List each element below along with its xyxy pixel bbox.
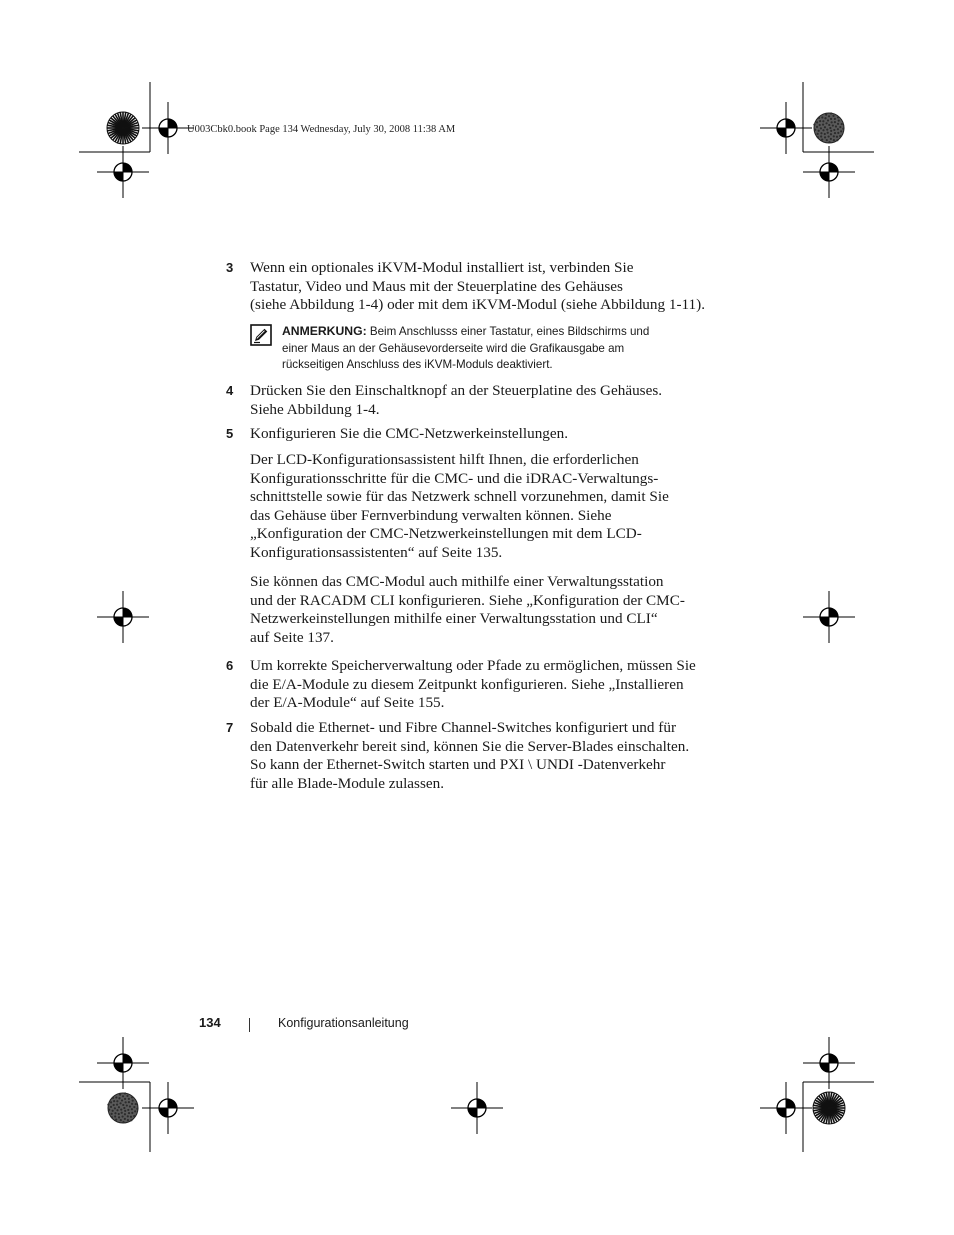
- registration-mark: [803, 1037, 855, 1089]
- registration-mark: [97, 146, 149, 198]
- step-number: 6: [226, 658, 234, 673]
- print-header: U003Cbk0.book Page 134 Wednesday, July 30, 2008 11:38 AM: [187, 124, 456, 135]
- step-text: Konfigurieren Sie die CMC-Netzwerkeinstellungen.: [250, 425, 569, 442]
- registration-mark: [451, 1082, 503, 1134]
- step-text: Drücken Sie den Einschaltknopf an der Steuerplatine des Gehäuses. Siehe Abbildung 1-4.: [250, 382, 663, 418]
- registration-mark: [803, 591, 855, 643]
- note-body: [282, 323, 722, 374]
- page-number: 134: [199, 1015, 221, 1030]
- step-text: Wenn ein optionales iKVM-Modul installiert ist, verbinden Sie Tastatur, Video und Maus mit der Steuerplatine des Gehäuses (siehe Abbildung 1-4) oder mit dem iKVM-Modul (siehe Abbildung 1-11).: [250, 259, 706, 314]
- step-number: 4: [226, 383, 234, 398]
- note-label: ANMERKUNG:: [282, 324, 367, 338]
- note-text: Beim Anschlusss einer Tastatur, eines Bildschirms und einer Maus an der Gehäusevorderseite wird die Grafikausgabe am rückseitigen Anschluss des iKVM-Moduls deaktiviert.: [282, 325, 650, 372]
- step-number: 5: [226, 426, 234, 441]
- footer-divider: [249, 1018, 250, 1032]
- registration-mark: [760, 102, 812, 154]
- step-text: Um korrekte Speicherverwaltung oder Pfade zu ermöglichen, müssen Sie die E/A-Module zu diesem Zeitpunkt konfigurieren. Siehe „Installieren der E/A-Module“ auf Seite 155.: [250, 657, 696, 712]
- color-target-mark: [813, 1092, 845, 1124]
- registration-mark: [803, 146, 855, 198]
- gray-target-mark: [107, 1092, 138, 1123]
- body-paragraph: Der LCD-Konfigurationsassistent hilft Ihnen, die erforderlichen Konfigurationsschritte für die CMC- und die iDRAC-Verwaltungs- schnittstelle sowie für das Netzwerk schnell vorzunehmen, damit Sie das Gehäuse über Fernverbindung verwalten können. Siehe „Konfiguration der CMC-Netzwerkeinstellungen mit dem LCD- Konfigurationsassistenten“ auf Seite 135.: [250, 451, 669, 561]
- pencil-note-icon: [250, 324, 272, 346]
- color-target-mark: [107, 112, 139, 144]
- registration-mark: [97, 1037, 149, 1089]
- body-paragraph: Sie können das CMC-Modul auch mithilfe einer Verwaltungsstation und der RACADM CLI konfigurieren. Siehe „Konfiguration der CMC- Netzwerkeinstellungen mithilfe einer Verwaltungsstation und CLI“ auf Seite 137.: [250, 573, 685, 646]
- gray-target-mark: [813, 112, 844, 143]
- registration-mark: [760, 1082, 812, 1134]
- step-number: 3: [226, 260, 234, 275]
- registration-mark: [97, 591, 149, 643]
- footer-section-title: Konfigurationsanleitung: [278, 1016, 409, 1030]
- step-number: 7: [226, 720, 234, 735]
- step-text: Sobald die Ethernet- und Fibre Channel-Switches konfiguriert und für den Datenverkehr bereit sind, können Sie die Server-Blades einschalten. So kann der Ethernet-Switch starten und PXI \ UNDI -Datenverkehr für alle Blade-Module zulassen.: [250, 719, 690, 792]
